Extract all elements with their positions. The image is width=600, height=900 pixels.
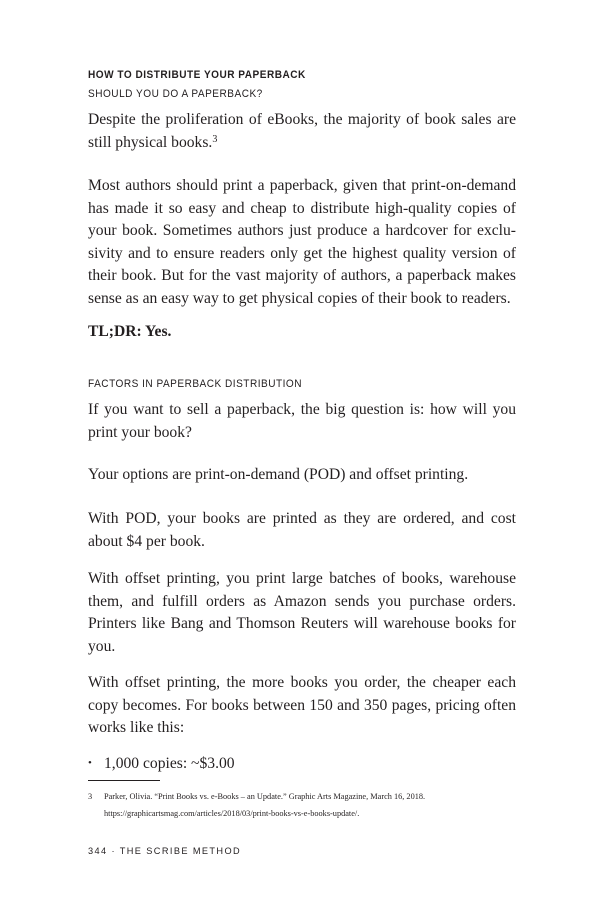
footer-separator: · <box>111 846 116 856</box>
paragraph-intro <box>88 109 516 154</box>
section-heading: HOW TO DISTRIBUTE YOUR PAPERBACK <box>88 69 306 81</box>
page-footer <box>88 845 241 857</box>
paragraph-question: If you want to sell a paperback, the big question is: how will you print your book? <box>88 401 516 441</box>
footnote-reference: 3 <box>212 133 218 145</box>
list-item-text: 1,000 copies: ~$3.00 <box>104 755 235 772</box>
footnote-divider <box>88 780 160 781</box>
section-subheading: SHOULD YOU DO A PAPERBACK? <box>88 88 263 100</box>
paragraph-authors: Most authors should print a paperback, given that print-on-demand has made it so easy and cheap to distribute high-quality copies of your book. Sometimes authors just produce a hardcover for exclusivity and to ensure readers only get the highest quality version of their book. But for the vast majority of authors, a paperback makes sense as an easy way to get physical copies of their book to readers. <box>88 177 516 307</box>
section2-heading: FACTORS IN PAPERBACK DISTRIBUTION <box>88 378 303 390</box>
footnote-text: Parker, Olivia. “Print Books vs. e-Books – an Update.” Graphic Arts Magazine, March 16, 2018. https://graphicartsmag.com/articles/2018/03/print-books-vs-e-books-update/. <box>104 792 426 818</box>
paragraph-offset: With offset printing, you print large batches of books, warehouse them, and fulfill orders as Amazon sends you purchase orders. Printers like Bang and Thomson Reuters will warehouse books for you. <box>88 570 516 655</box>
paragraph-options: Your options are print-on-demand (POD) and offset printing. <box>88 466 469 483</box>
paragraph-intro-text: Despite the proliferation of eBooks, the majority of book sales are still physical books. <box>88 111 516 151</box>
bullet-icon: • <box>88 757 92 769</box>
paragraph-pricing: With offset printing, the more books you order, the cheaper each copy becomes. For books between 150 and 350 pages, pricing often works like this: <box>88 674 516 736</box>
paragraph-pod: With POD, your books are printed as they are ordered, and cost about $4 per book. <box>88 510 516 550</box>
list-item <box>88 752 235 775</box>
footnote <box>88 788 518 822</box>
tldr-statement: TL;DR: Yes. <box>88 323 172 340</box>
footnote-number: 3 <box>88 792 93 801</box>
page-number: 344 <box>88 846 108 856</box>
book-title: THE SCRIBE METHOD <box>119 846 242 856</box>
